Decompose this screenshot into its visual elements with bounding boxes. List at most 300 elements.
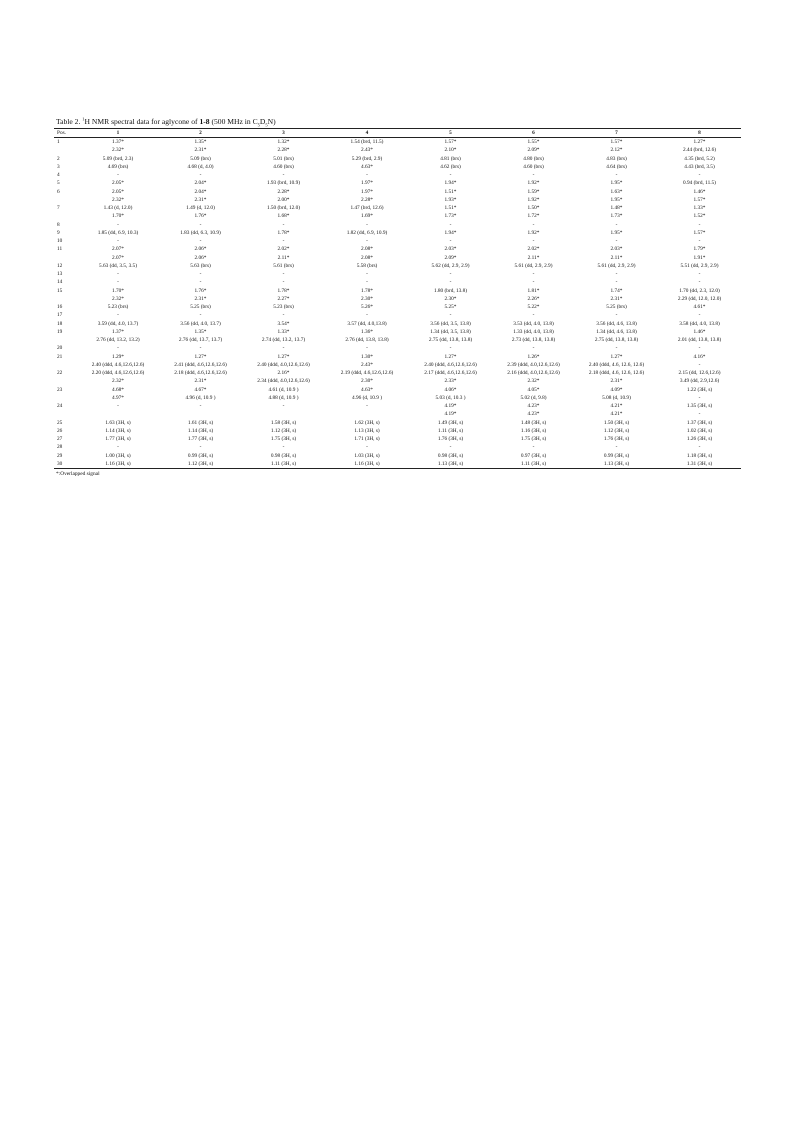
position-cell: 1 <box>57 139 60 145</box>
shift-cell: - <box>698 238 701 244</box>
shift-cell: 4.63* <box>361 386 373 393</box>
shift-cell: - <box>282 403 285 409</box>
shift-cell: - <box>532 221 535 228</box>
shift-cell: 1.50 (brd, 12.0) <box>266 205 301 211</box>
table-footnote: *:Overlapped signal <box>56 471 100 477</box>
shift-cell: 1.26* <box>527 353 540 360</box>
shift-cell: 0.94 (brd, 11.5) <box>683 180 716 187</box>
table-row <box>54 452 741 460</box>
shift-cell: 5.23 (brs) <box>273 304 294 310</box>
shift-cell: 1.76 (3H, s) <box>603 436 630 442</box>
shift-cell: 1.77 (3H, s) <box>187 436 214 442</box>
shift-cell: 1.33 (dd, 4.0, 13.8) <box>513 328 554 335</box>
table-header-row <box>54 129 741 138</box>
position-cell: 24 <box>57 403 63 409</box>
position-cell: 12 <box>57 262 63 269</box>
table-caption <box>56 117 741 127</box>
shift-cell: 2.01 (dd, 13.8, 13.8) <box>677 337 722 343</box>
table-row <box>54 262 741 270</box>
shift-cell: 4.83 (brs) <box>606 155 627 162</box>
shift-cell: 4.97* <box>112 394 124 401</box>
shift-cell: - <box>615 444 618 451</box>
table-row <box>54 377 741 385</box>
shift-cell: 1.72* <box>527 213 540 220</box>
shift-cell: - <box>449 238 452 244</box>
shift-cell: 2.08* <box>361 254 373 261</box>
shift-cell: - <box>199 172 202 178</box>
header-compound-1: 1 <box>77 129 159 138</box>
position-cell: 17 <box>57 312 63 319</box>
shift-cell: - <box>366 271 368 277</box>
shift-cell: 1.70 (dd, 2.3, 12.0) <box>679 287 720 294</box>
position-cell: 21 <box>57 353 63 360</box>
shift-cell: 5.25 (brs) <box>190 304 211 310</box>
table-row <box>54 303 741 311</box>
shift-cell: 5.03 (d, 10.3 ) <box>435 394 466 401</box>
shift-cell: - <box>449 345 452 352</box>
shift-cell: 2.04* <box>194 188 207 195</box>
shift-cell: 2.15 (dd, 12.6,12.6) <box>678 370 721 376</box>
shift-cell: 2.05* <box>112 180 124 187</box>
position-cell: 22 <box>57 370 63 376</box>
shift-cell: 2.76 (dd, 13.8, 13.8) <box>345 337 389 343</box>
shift-cell: 1.79* <box>693 246 706 253</box>
shift-cell: 3.53 (dd, 4.0, 13.8) <box>513 320 554 327</box>
table-row <box>54 361 741 369</box>
shift-cell: 1.13 (3H, s) <box>575 460 658 469</box>
table-row <box>54 460 741 469</box>
shift-cell: 4.21* <box>610 403 623 409</box>
table-row <box>54 311 741 319</box>
header-compound-5: 5 <box>409 129 492 138</box>
shift-cell: 4.60 (brs) <box>273 163 294 170</box>
shift-cell: 2.75 (dd, 13.8, 13.8) <box>594 337 639 343</box>
shift-cell: 5.63 (dd, 3.5, 3.5) <box>99 262 137 269</box>
shift-cell: - <box>199 271 202 277</box>
shift-cell: 1.76* <box>194 213 207 220</box>
position-cell: 29 <box>57 452 63 459</box>
shift-cell: 2.12* <box>610 147 623 154</box>
position-cell: 25 <box>57 419 63 426</box>
shift-cell: 1.57* <box>693 229 706 236</box>
caption-text-end: N) <box>267 117 276 126</box>
shift-cell: 5.09 (brd, 2.3) <box>102 155 134 162</box>
position-cell: 28 <box>57 444 63 451</box>
shift-cell: 2.31* <box>610 378 623 385</box>
shift-cell: 1.51* <box>444 205 457 211</box>
shift-cell: - <box>698 271 701 277</box>
shift-cell: 1.80 (brd, 13.8) <box>433 287 468 294</box>
shift-cell: 4.60 (brs) <box>523 163 544 170</box>
position-cell: 14 <box>57 279 63 286</box>
position-cell: 16 <box>57 304 63 310</box>
shift-cell: 1.78* <box>277 229 290 236</box>
shift-cell: 3.58 (dd, 4.0, 13.8) <box>679 320 720 327</box>
shift-cell: 4.68* <box>112 386 124 393</box>
shift-cell: - <box>532 444 535 451</box>
shift-cell: 2.07* <box>112 254 124 261</box>
shift-cell: - <box>532 279 535 286</box>
shift-cell: - <box>199 279 202 286</box>
table-row <box>54 353 741 361</box>
shift-cell: 4.88 (d, 10.9 ) <box>268 394 299 401</box>
shift-cell: 3.49 (dd, 2.9,12.6) <box>679 378 720 385</box>
table-row <box>54 386 741 394</box>
shift-cell: 5.61 (brs) <box>273 262 294 269</box>
shift-cell: 2.34 (ddd, 4.0,12.6,12.6) <box>257 378 310 385</box>
shift-cell: - <box>532 271 535 277</box>
shift-cell: 4.67* <box>194 386 207 393</box>
position-cell: 13 <box>57 271 63 277</box>
shift-cell: 1.46* <box>693 188 706 195</box>
shift-cell: 2.32* <box>112 378 124 385</box>
shift-cell: 2.30* <box>361 295 373 302</box>
shift-cell: 2.05* <box>112 188 124 195</box>
shift-cell: 4.63* <box>361 163 373 170</box>
shift-cell: - <box>366 172 368 178</box>
shift-cell: 1.31 (3H, s) <box>658 460 741 469</box>
shift-cell: - <box>698 312 701 319</box>
shift-cell: 2.18 (ddd, 4.6,12.6,12.6) <box>174 370 227 376</box>
shift-cell: 3.59 (dd, 4.0, 13.7) <box>97 320 139 327</box>
caption-subscript-2: 5 <box>265 122 268 128</box>
shift-cell: 2.40 (ddd, 4.0,12.6,12.6) <box>257 361 310 368</box>
shift-cell: - <box>282 444 285 451</box>
shift-cell: 2.31* <box>194 147 207 154</box>
shift-cell: 1.73* <box>610 213 623 220</box>
shift-cell: 2.76 (dd, 13.7, 13.7) <box>178 337 223 343</box>
position-cell: 30 <box>54 460 77 469</box>
table-row <box>54 402 741 410</box>
shift-cell <box>159 410 242 418</box>
position-cell: 2 <box>57 155 60 162</box>
shift-cell: - <box>366 238 368 244</box>
table-row <box>54 427 741 435</box>
shift-cell: 1.27* <box>277 353 290 360</box>
shift-cell: 5.23 (brs) <box>107 304 129 310</box>
table-row <box>54 237 741 245</box>
shift-cell: 1.69* <box>361 213 373 220</box>
shift-cell: 2.06* <box>194 254 207 261</box>
shift-cell: 2.27* <box>277 295 290 302</box>
shift-cell: 1.92* <box>527 196 540 203</box>
table-row <box>54 287 741 295</box>
shift-cell: 3.54* <box>277 320 290 327</box>
shift-cell: 4.69 (brs) <box>107 163 129 170</box>
header-compound-4: 4 <box>325 129 409 138</box>
shift-cell: 2.02* <box>527 246 540 253</box>
shift-cell: 4.96 (d, 10.9 ) <box>185 394 216 401</box>
shift-cell: - <box>532 238 535 244</box>
shift-cell: - <box>199 238 202 244</box>
shift-cell: 2.73 (dd, 13.8, 13.8) <box>511 337 556 343</box>
table-row <box>54 221 741 229</box>
shift-cell: - <box>615 238 618 244</box>
table-row <box>54 278 741 286</box>
shift-cell: 2.75 (dd, 13.8, 13.8) <box>428 337 473 343</box>
shift-cell: 1.93 (brd, 10.9) <box>266 180 301 187</box>
shift-cell: - <box>199 403 202 409</box>
shift-cell: - <box>698 345 701 352</box>
shift-cell: 2.30* <box>444 295 457 302</box>
shift-cell: 4.81 (brs) <box>440 155 461 162</box>
shift-cell: 1.50 (3H, s) <box>603 419 630 426</box>
shift-cell: 5.02 (d, 9.8) <box>520 394 547 401</box>
shift-cell: 2.33* <box>444 378 457 385</box>
shift-cell: - <box>117 345 119 352</box>
shift-cell: - <box>698 172 701 178</box>
shift-cell: 0.99 (3H, s) <box>603 452 630 459</box>
shift-cell: 1.27* <box>610 353 623 360</box>
table-row <box>54 344 741 352</box>
shift-cell: 2.44 (brd, 12.6) <box>682 147 717 154</box>
shift-cell: 1.73* <box>444 213 457 220</box>
shift-cell: 1.91* <box>693 254 706 261</box>
shift-cell: 4.21* <box>610 411 623 418</box>
shift-cell: 1.82 (dd, 6.9, 10.9) <box>346 229 388 236</box>
header-pos: Pos. <box>54 129 77 138</box>
shift-cell: 1.94* <box>444 180 457 187</box>
shift-cell: 1.35 (3H, s) <box>686 403 713 409</box>
position-cell <box>54 394 77 402</box>
shift-cell <box>325 410 409 418</box>
position-cell <box>54 377 77 385</box>
shift-cell: 1.18 (3H, s) <box>686 452 713 459</box>
shift-cell: 4.61 (d, 10.9 ) <box>268 386 299 393</box>
shift-cell: - <box>698 221 701 228</box>
shift-cell: 0.99 (3H, s) <box>187 452 214 459</box>
position-cell <box>54 146 77 154</box>
position-cell: 3 <box>57 163 60 170</box>
position-cell: 8 <box>57 221 60 228</box>
shift-cell: 1.50* <box>527 205 540 211</box>
caption-text-2: (500 MHz in C <box>209 117 258 126</box>
shift-cell: 2.43* <box>361 147 373 154</box>
shift-cell: 2.11* <box>527 254 540 261</box>
shift-cell: 5.63 (brs) <box>190 262 211 269</box>
shift-cell: 1.02 (3H, s) <box>686 427 713 434</box>
shift-cell: 1.48 (3H, s) <box>520 419 547 426</box>
shift-cell: 1.95* <box>610 180 623 187</box>
caption-text-3: D <box>259 117 266 126</box>
shift-cell: 4.23* <box>527 411 540 418</box>
shift-cell: 2.04* <box>194 180 207 187</box>
shift-cell: 2.11* <box>610 254 623 261</box>
shift-cell: 2.74 (dd, 13.2, 13.7) <box>261 337 306 343</box>
table-row <box>54 394 741 402</box>
shift-cell: - <box>615 345 618 352</box>
table-row <box>54 369 741 377</box>
shift-cell: 4.64 (brs) <box>606 163 627 170</box>
shift-cell: 2.16* <box>277 370 290 376</box>
header-compound-6: 6 <box>492 129 575 138</box>
shift-cell: 4.43 (brd, 3.5) <box>684 163 715 170</box>
shift-cell: 4.09* <box>610 386 623 393</box>
shift-cell: 1.49 (3H, s) <box>437 419 464 426</box>
shift-cell: 5.61 (dd, 2.9, 2.9) <box>597 262 636 269</box>
shift-cell: 1.77 (3H, s) <box>105 436 131 442</box>
shift-cell: - <box>698 394 701 401</box>
shift-cell: 1.11 (3H, s) <box>242 460 325 469</box>
position-cell <box>54 410 77 418</box>
shift-cell: 2.29 (dd, 12.0, 12.0) <box>677 295 722 302</box>
shift-cell: 2.43* <box>361 361 373 368</box>
shift-cell: 2.32* <box>112 295 124 302</box>
shift-cell: 1.26 (3H, s) <box>686 436 713 442</box>
shift-cell: - <box>532 172 535 178</box>
shift-cell: 2.09* <box>527 147 540 154</box>
shift-cell: 5.62 (dd, 2.9, 2.9) <box>431 262 470 269</box>
shift-cell: 1.27* <box>444 353 457 360</box>
shift-cell: - <box>532 312 535 319</box>
shift-cell: - <box>449 221 452 228</box>
shift-cell: 2.11* <box>277 254 290 261</box>
shift-cell: - <box>615 271 618 277</box>
shift-cell: 1.94* <box>444 229 457 236</box>
shift-cell: 1.57* <box>444 139 457 145</box>
shift-cell: 5.22* <box>527 304 540 310</box>
shift-cell: 1.37* <box>112 139 124 145</box>
position-cell: 26 <box>57 427 63 434</box>
shift-cell: 1.37* <box>112 328 124 335</box>
shift-cell: 2.19 (ddd, 4.6,12.6,12.6) <box>340 370 394 376</box>
position-cell <box>54 212 77 220</box>
shift-cell: 1.81* <box>527 287 540 294</box>
shift-cell: 1.75 (3H, s) <box>270 436 297 442</box>
table-row <box>54 328 741 336</box>
shift-cell: 2.28* <box>277 188 290 195</box>
position-cell: 18 <box>57 320 63 327</box>
shift-cell: 1.14 (3H, s) <box>105 427 131 434</box>
header-compound-7: 7 <box>575 129 658 138</box>
shift-cell: 1.61 (3H, s) <box>187 419 214 426</box>
shift-cell: 1.22 (3H, s) <box>686 386 713 393</box>
shift-cell: 4.16* <box>693 353 706 360</box>
shift-cell: - <box>366 221 368 228</box>
shift-cell: 1.93* <box>444 196 457 203</box>
position-cell: 27 <box>57 436 63 442</box>
shift-cell: - <box>366 312 368 319</box>
caption-subscript-1: 5 <box>257 122 260 128</box>
shift-cell: - <box>615 279 618 286</box>
shift-cell: 1.78* <box>361 287 373 294</box>
shift-cell: 5.58 (brs) <box>356 262 378 269</box>
shift-cell: 1.48* <box>610 205 623 211</box>
shift-cell: 2.31* <box>610 295 623 302</box>
shift-cell: - <box>282 345 285 352</box>
shift-cell: 1.76 (3H, s) <box>437 436 464 442</box>
table-row <box>54 155 741 163</box>
shift-cell: - <box>199 312 202 319</box>
position-cell <box>54 336 77 344</box>
shift-cell: 1.35* <box>194 328 207 335</box>
table-row <box>54 212 741 220</box>
shift-cell: - <box>449 312 452 319</box>
shift-cell: 1.75 (3H, s) <box>520 436 547 442</box>
table-row <box>54 245 741 253</box>
shift-cell: - <box>117 238 119 244</box>
shift-cell: 2.02* <box>277 246 290 253</box>
shift-cell: 1.47 (brd, 12.6) <box>350 205 384 211</box>
caption-compounds: 1-8 <box>199 117 210 126</box>
position-cell: 15 <box>57 287 63 294</box>
caption-prefix: Table 2. <box>56 117 83 126</box>
shift-cell: - <box>449 271 452 277</box>
position-cell: 4 <box>57 172 60 178</box>
shift-cell: 1.74* <box>610 287 623 294</box>
shift-cell: 1.13 (3H, s) <box>354 427 380 434</box>
shift-cell: - <box>199 444 202 451</box>
shift-cell: 1.63* <box>610 188 623 195</box>
shift-cell: 2.32* <box>527 378 540 385</box>
shift-cell: 2.30* <box>361 378 373 385</box>
shift-cell: - <box>615 172 618 178</box>
shift-cell: 1.00 (3H, s) <box>105 452 131 459</box>
header-compound-3: 3 <box>242 129 325 138</box>
position-cell: 23 <box>57 386 63 393</box>
position-cell: 10 <box>57 238 63 244</box>
shift-cell: 1.32* <box>277 139 290 145</box>
shift-cell: 1.11 (3H, s) <box>437 427 464 434</box>
position-cell <box>54 196 77 204</box>
shift-cell: 2.40 (ddd, 4.6,12.6,12.6) <box>424 361 477 368</box>
shift-cell: 1.16 (3H, s) <box>77 460 159 469</box>
position-cell: 6 <box>57 188 60 195</box>
shift-cell: - <box>449 444 452 451</box>
shift-cell: - <box>199 221 202 228</box>
shift-cell: - <box>117 279 119 286</box>
shift-cell: 4.06* <box>444 386 457 393</box>
shift-cell: 1.37 (3H, s) <box>686 419 713 426</box>
nmr-data-table <box>54 128 741 469</box>
shift-cell: 1.49 (d, 12.0) <box>186 205 215 211</box>
shift-cell: 4.80 (brs) <box>523 155 544 162</box>
shift-cell: 5.29 (brd, 2.9) <box>351 155 383 162</box>
shift-cell: - <box>698 444 701 451</box>
shift-cell: 1.78* <box>277 287 290 294</box>
shift-cell: 5.26* <box>361 304 373 310</box>
shift-cell: 1.59* <box>527 188 540 195</box>
shift-cell: 5.25* <box>444 304 457 310</box>
shift-cell: 5.25 (brs) <box>606 304 627 310</box>
shift-cell: - <box>117 271 119 277</box>
position-cell: 20 <box>57 345 63 352</box>
shift-cell: 3.56 (dd, 3.5, 13.8) <box>430 320 471 327</box>
table-row <box>54 146 741 154</box>
shift-cell: - <box>698 279 701 286</box>
position-cell <box>54 295 77 303</box>
table-row <box>54 204 741 212</box>
shift-cell: 1.54 (brd, 11.5) <box>350 139 384 145</box>
table-row <box>54 336 741 344</box>
position-cell: 9 <box>57 229 60 236</box>
position-cell: 7 <box>57 205 60 211</box>
shift-cell: 1.13 (3H, s) <box>409 460 492 469</box>
shift-cell: 2.06* <box>194 246 207 253</box>
shift-cell: 1.03 (3H, s) <box>354 452 380 459</box>
shift-cell: 2.41 (ddd, 4.6,12.6,12.6) <box>174 361 227 368</box>
shift-cell: 4.23* <box>527 403 540 409</box>
shift-cell: 1.97* <box>361 180 373 187</box>
shift-cell: - <box>117 312 119 319</box>
shift-cell: 1.30* <box>361 353 373 360</box>
shift-cell: 0.98 (3H, s) <box>437 452 464 459</box>
shift-cell: 1.62 (3H, s) <box>354 419 380 426</box>
shift-cell: 1.36* <box>361 328 373 335</box>
shift-cell: 2.76 (dd, 13.2, 13.2) <box>96 337 140 343</box>
shift-cell: 1.52* <box>693 213 706 220</box>
table-row <box>54 196 741 204</box>
